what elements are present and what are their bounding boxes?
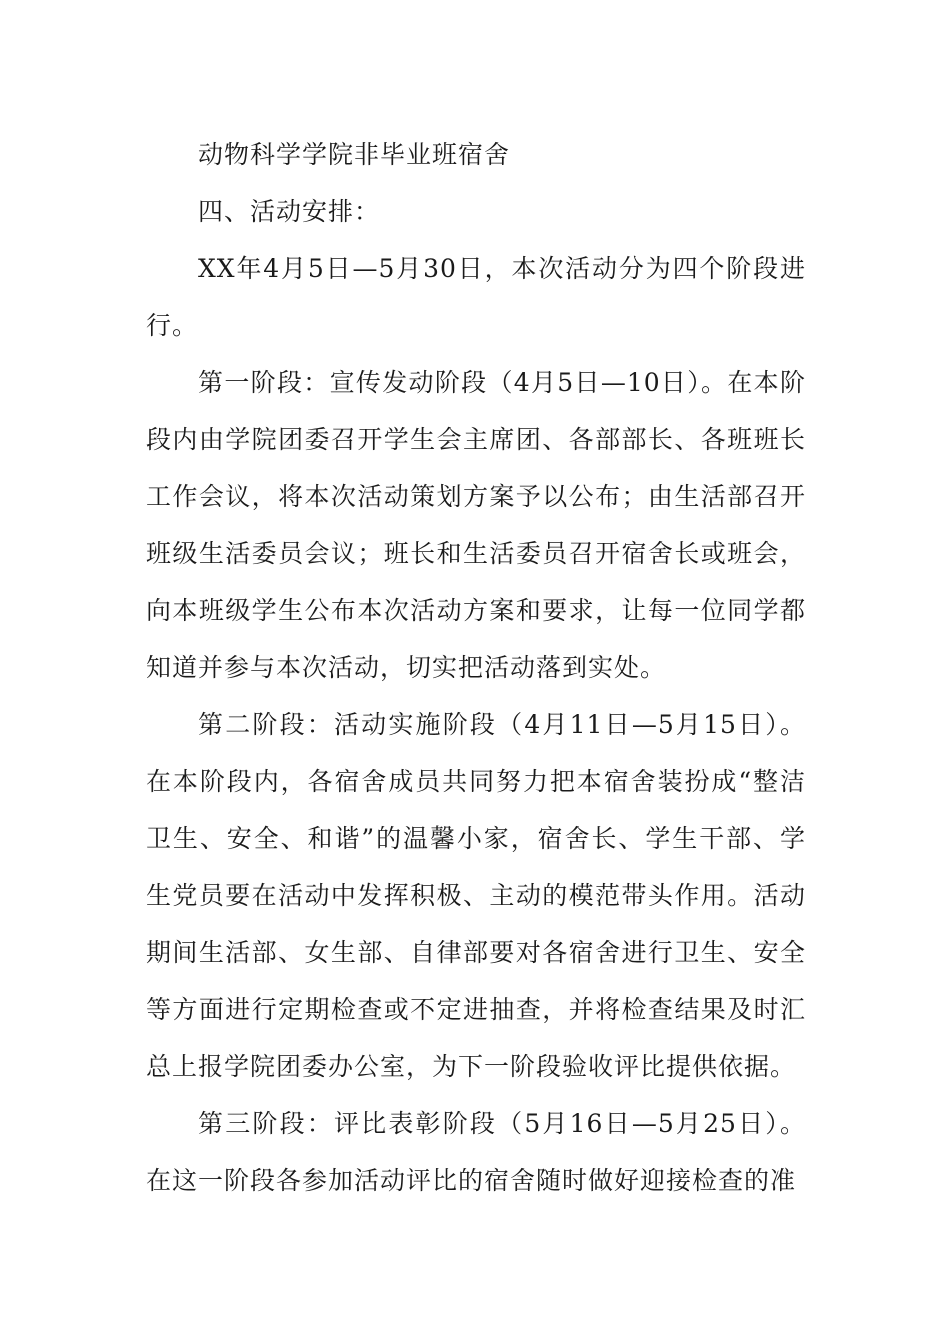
paragraph-target-dorms: 动物科学学院非毕业班宿舍 — [198, 140, 511, 169]
section-heading-activity-arrangement: 四、活动安排： — [198, 197, 381, 226]
paragraph-stage-two: 第二阶段：活动实施阶段（4月11日—5月15日）。在本阶段内，各宿舍成员共同努力把本宿舍装扮成“整洁卫生、安全、和谐”的温馨小家，宿舍长、学生干部、学生党员要在活动中发挥积极、主动的模范带头作用。活动期间生活部、女生部、自律部要对各宿舍进行卫生、安全等方面进行定期检查或不定进抽查，并将检查结果及时汇总上报学院团委办公室，为下一阶段验收评比提供依据。 — [146, 710, 806, 1081]
paragraph-activity-period: XX年4月5日—5月30日，本次活动分为四个阶段进行。 — [146, 254, 806, 340]
paragraph-stage-one: 第一阶段：宣传发动阶段（4月5日—10日）。在本阶段内由学院团委召开学生会主席团、各部部长、各班班长工作会议，将本次活动策划方案予以公布；由生活部召开班级生活委员会议；班长和生活委员召开宿舍长或班会，向本班级学生公布本次活动方案和要求，让每一位同学都知道并参与本次活动，切实把活动落到实处。 — [146, 368, 806, 682]
paragraph-stage-three: 第三阶段：评比表彰阶段（5月16日—5月25日）。在这一阶段各参加活动评比的宿舍随时做好迎接检查的准 — [146, 1109, 806, 1195]
document-body — [146, 126, 806, 1209]
